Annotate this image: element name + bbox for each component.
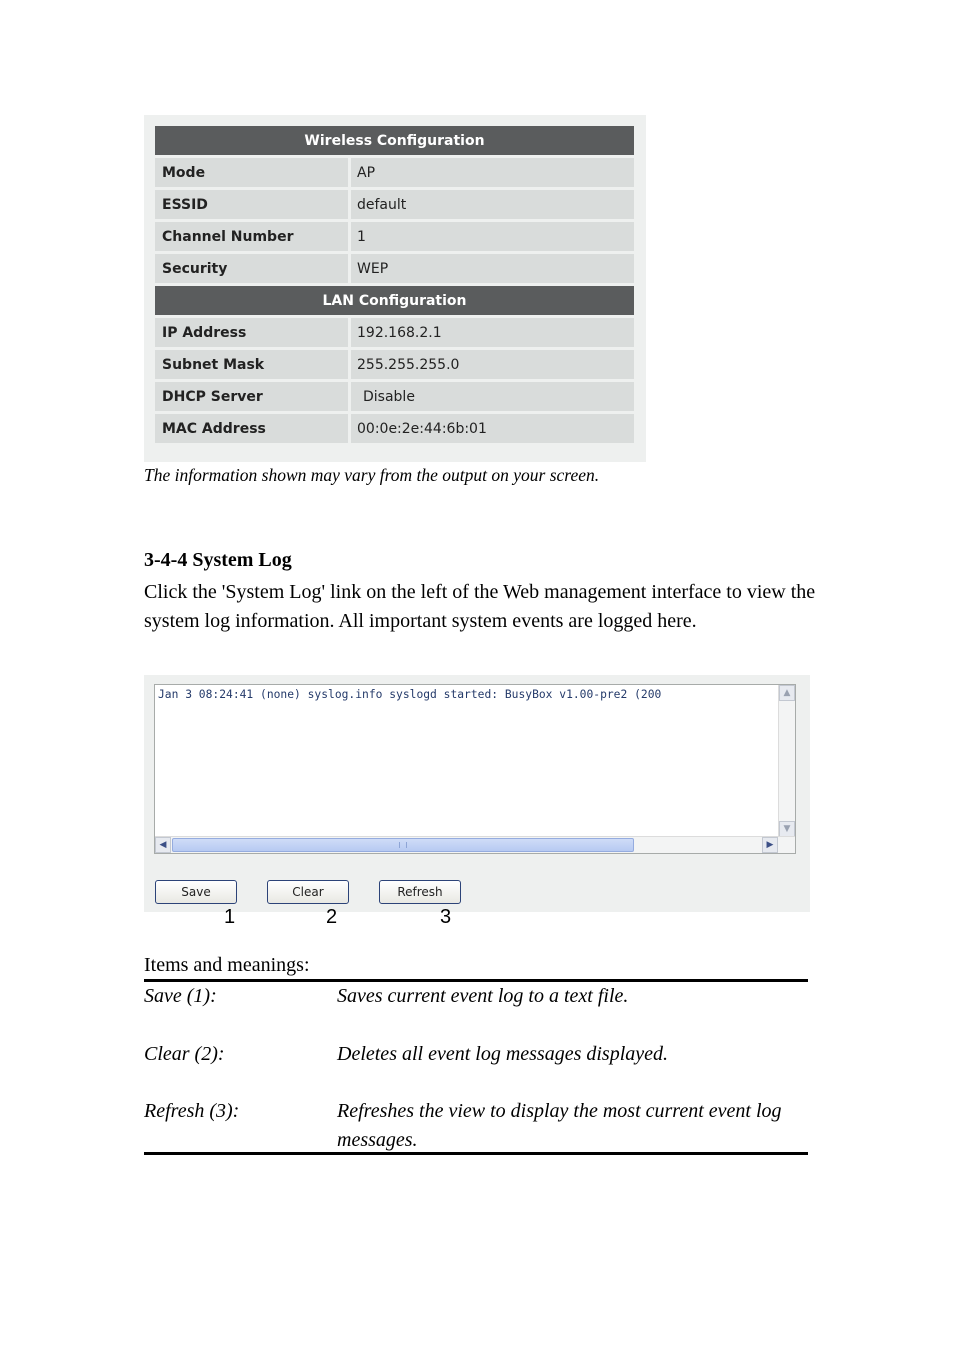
table-row [155,350,634,379]
channel-number-label: Channel Number [155,222,351,251]
item-term: Save (1): [144,985,217,1007]
screenshot-caption: The information shown may vary from the output on your screen. [144,465,600,485]
item-term: Refresh (3): [144,1100,240,1122]
scroll-right-icon[interactable]: ▶ [762,837,778,853]
dhcp-server-label: DHCP Server [155,382,351,411]
scroll-up-icon[interactable]: ▲ [779,685,795,701]
security-value: WEP [351,254,634,283]
mode-label: Mode [155,158,351,187]
grip-icon [399,842,407,848]
scroll-left-icon[interactable]: ◀ [155,837,171,853]
essid-value: default [351,190,634,219]
essid-label: ESSID [155,190,351,219]
table-row [155,222,634,251]
item-definition: Saves current event log to a text file. [337,985,629,1007]
log-textarea[interactable] [154,684,796,854]
table-row [155,190,634,219]
dhcp-server-value: Disable [351,382,634,411]
bottom-rule [144,1152,808,1155]
configuration-table [155,123,634,446]
table-row [155,158,634,187]
callout-number-1: 1 [224,906,236,928]
table-row [155,414,634,443]
callout-number-3: 3 [440,906,452,928]
clear-button[interactable]: Clear [267,880,349,904]
vertical-scrollbar[interactable] [778,685,795,837]
system-log-screenshot [144,675,810,912]
callout-number-2: 2 [326,906,338,928]
item-definition: Refreshes the view to display the most current event log messages. [337,1100,782,1151]
save-button[interactable]: Save [155,880,237,904]
refresh-button[interactable]: Refresh [379,880,461,904]
subnet-mask-value: 255.255.255.0 [351,350,634,379]
scroll-down-icon[interactable]: ▼ [779,821,795,837]
log-line: Jan 3 08:24:41 (none) syslog.info syslogd started: BusyBox v1.00-pre2 (200 [158,688,662,701]
lan-configuration-header: LAN Configuration [155,286,634,315]
channel-number-value: 1 [351,222,634,251]
item-definition: Deletes all event log messages displayed. [337,1043,669,1065]
wireless-configuration-header: Wireless Configuration [155,126,634,155]
subnet-mask-label: Subnet Mask [155,350,351,379]
table-row [155,318,634,347]
table-row [155,254,634,283]
mode-value: AP [351,158,634,187]
mac-address-label: MAC Address [155,414,351,443]
mac-address-value: 00:0e:2e:44:6b:01 [351,414,634,443]
ip-address-value: 192.168.2.1 [351,318,634,347]
items-heading: Items and meanings: [144,954,310,976]
security-label: Security [155,254,351,283]
section-body: Click the 'System Log' link on the left of the Web management interface to view the system log information. All important system events are logged here. [144,581,816,632]
ip-address-label: IP Address [155,318,351,347]
horizontal-scroll-thumb[interactable] [172,838,634,852]
item-term: Clear (2): [144,1043,225,1065]
section-heading: 3-4-4 System Log [144,549,292,571]
configuration-status-screenshot [144,115,646,462]
table-row [155,382,634,411]
horizontal-scrollbar[interactable] [155,836,795,853]
